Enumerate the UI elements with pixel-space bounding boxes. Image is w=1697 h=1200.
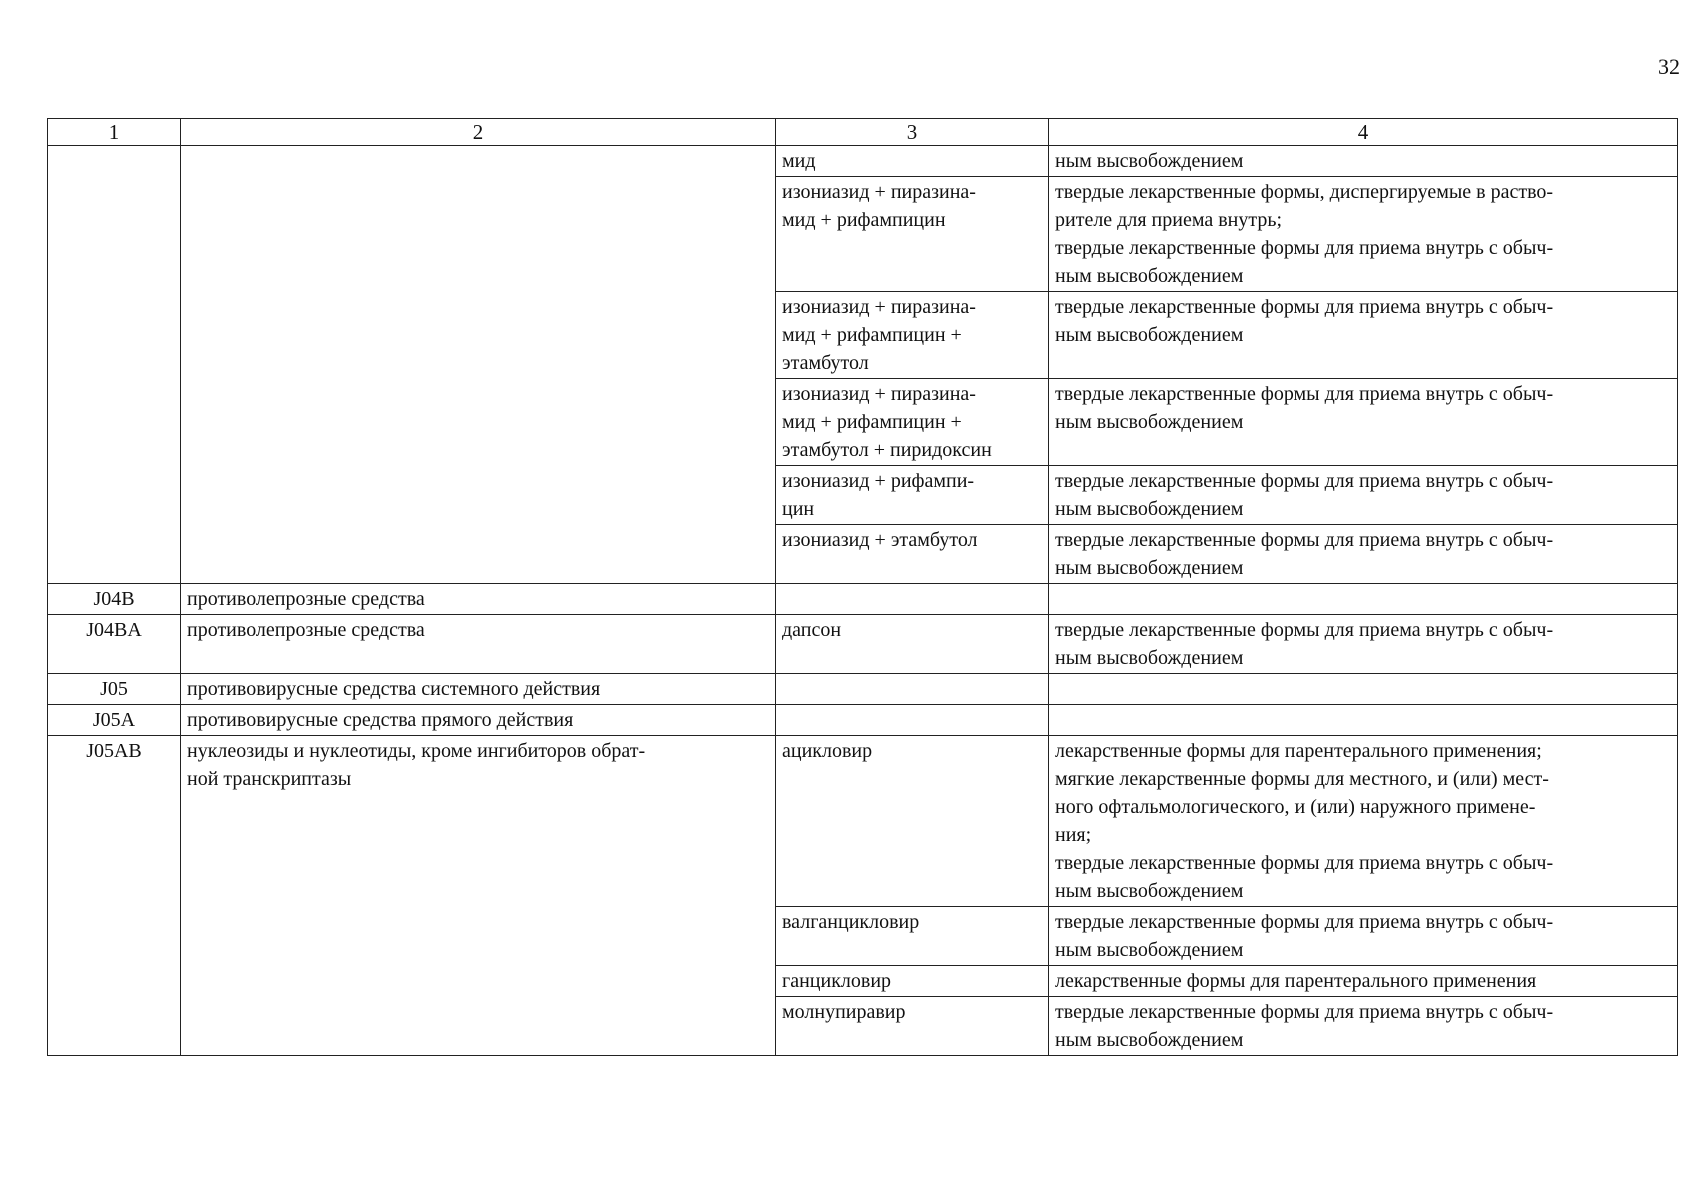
atc-group-cell: нуклеозиды и нуклеотиды, кроме ингибиторов обрат- ной транскриптазы <box>181 736 776 1056</box>
atc-code-cell <box>48 146 181 584</box>
page-number: 32 <box>1658 54 1680 79</box>
table-row <box>48 705 1678 736</box>
atc-code-cell: J05 <box>48 674 181 705</box>
dosage-form-cell: лекарственные формы для парентерального применения <box>1049 966 1678 997</box>
drug-name-cell: изониазид + этамбутол <box>776 525 1049 584</box>
drug-name-cell: изониазид + рифампи- цин <box>776 466 1049 525</box>
table-row <box>48 146 1678 177</box>
atc-group-cell <box>181 146 776 584</box>
column-header-4: 4 <box>1049 119 1678 146</box>
drug-name-cell: изониазид + пиразина- мид + рифампицин <box>776 177 1049 292</box>
column-header-2: 2 <box>181 119 776 146</box>
drug-name-cell: молнупиравир <box>776 997 1049 1056</box>
dosage-form-cell: твердые лекарственные формы для приема внутрь с обыч- ным высвобождением <box>1049 292 1678 379</box>
table-row <box>48 736 1678 907</box>
atc-group-cell: противовирусные средства прямого действия <box>181 705 776 736</box>
atc-code-cell: J05A <box>48 705 181 736</box>
atc-code-cell: J04B <box>48 584 181 615</box>
header-row <box>48 119 1678 146</box>
dosage-form-cell: твердые лекарственные формы для приема внутрь с обыч- ным высвобождением <box>1049 466 1678 525</box>
atc-group-cell: противолепрозные средства <box>181 615 776 674</box>
dosage-form-cell: твердые лекарственные формы для приема внутрь с обыч- ным высвобождением <box>1049 525 1678 584</box>
dosage-form-cell: твердые лекарственные формы для приема внутрь с обыч- ным высвобождением <box>1049 907 1678 966</box>
dosage-form-cell: твердые лекарственные формы для приема внутрь с обыч- ным высвобождением <box>1049 997 1678 1056</box>
dosage-form-cell <box>1049 674 1678 705</box>
drug-name-cell: изониазид + пиразина- мид + рифампицин + этамбутол + пиридоксин <box>776 379 1049 466</box>
dosage-form-cell: лекарственные формы для парентерального применения; мягкие лекарственные формы для местного, и (или) мест- ного офтальмологического, и (или) наружного примене- ния; твердые лекарственные формы для приема внутрь с обыч- ным высвобождением <box>1049 736 1678 907</box>
column-header-1: 1 <box>48 119 181 146</box>
atc-code-cell: J05AB <box>48 736 181 1056</box>
drug-name-cell: дапсон <box>776 615 1049 674</box>
dosage-form-cell: твердые лекарственные формы для приема внутрь с обыч- ным высвобождением <box>1049 379 1678 466</box>
table-row <box>48 674 1678 705</box>
drug-name-cell: мид <box>776 146 1049 177</box>
dosage-form-cell: ным высвобождением <box>1049 146 1678 177</box>
medicines-table <box>47 118 1678 1056</box>
table-row <box>48 615 1678 674</box>
dosage-form-cell <box>1049 584 1678 615</box>
drug-name-cell <box>776 584 1049 615</box>
drug-name-cell: ганцикловир <box>776 966 1049 997</box>
dosage-form-cell <box>1049 705 1678 736</box>
dosage-form-cell: твердые лекарственные формы, диспергируемые в раство- рителе для приема внутрь; твердые лекарственные формы для приема внутрь с обыч- ным высвобождением <box>1049 177 1678 292</box>
drug-name-cell: изониазид + пиразина- мид + рифампицин + этамбутол <box>776 292 1049 379</box>
dosage-form-cell: твердые лекарственные формы для приема внутрь с обыч- ным высвобождением <box>1049 615 1678 674</box>
atc-group-cell: противолепрозные средства <box>181 584 776 615</box>
table-row <box>48 584 1678 615</box>
atc-group-cell: противовирусные средства системного действия <box>181 674 776 705</box>
drug-name-cell <box>776 705 1049 736</box>
drug-name-cell <box>776 674 1049 705</box>
drug-name-cell: ацикловир <box>776 736 1049 907</box>
drug-name-cell: валганцикловир <box>776 907 1049 966</box>
atc-code-cell: J04BA <box>48 615 181 674</box>
column-header-3: 3 <box>776 119 1049 146</box>
